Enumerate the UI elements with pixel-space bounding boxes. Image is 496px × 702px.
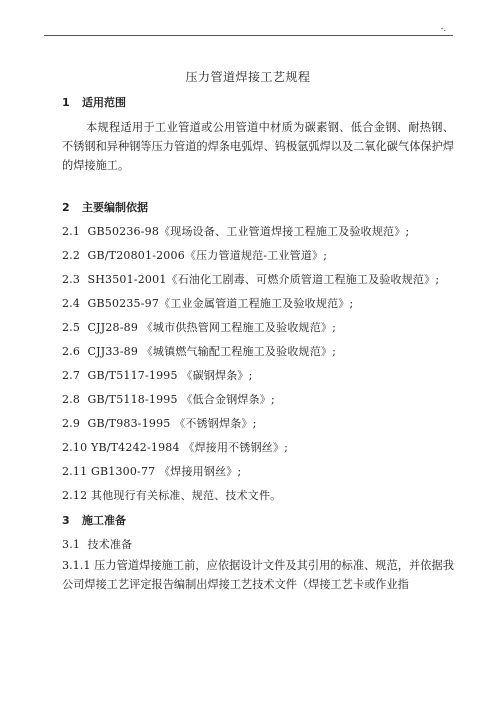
reference-item: 2.1 GB50236-98《现场设备、工业管道焊接工程施工及验收规范》; xyxy=(62,225,410,238)
reference-item: 2.11 GB1300-77 《焊接用钢丝》; xyxy=(62,465,242,478)
header-mark: -. xyxy=(440,24,446,33)
reference-item: 2.3 SH3501-2001《石油化工剧毒、可燃介质管道工程施工及验收规范》; xyxy=(62,273,440,286)
section-1-heading xyxy=(62,94,126,110)
section-title: 施工准备 xyxy=(82,514,126,527)
reference-item: 2.7 GB/T5117-1995 《碳钢焊条》; xyxy=(62,369,253,382)
reference-item: 2.5 CJJ28-89 《城市供热管网工程施工及验收规范》; xyxy=(62,321,337,334)
section-1-paragraph: 本规程适用于工业管道或公用管道中材质为碳素钢、低合金钢、耐热钢、不锈钢和异种钢等压力管道的焊条电弧焊、钨极氩弧焊以及二氧化碳气体保护焊的焊接施工。 xyxy=(62,121,454,172)
section-number: 3 xyxy=(62,514,70,527)
section-title: 主要编制依据 xyxy=(82,201,148,214)
section-number: 1 xyxy=(62,96,70,109)
section-title: 适用范围 xyxy=(82,96,126,109)
reference-item: 2.12 其他现行有关标准、规范、技术文件。 xyxy=(62,489,282,502)
subsection-heading: 3.1 技术准备 xyxy=(62,538,133,551)
reference-item: 2.8 GB/T5118-1995 《低合金钢焊条》; xyxy=(62,393,275,406)
section-3-paragraph: 3.1.1 压力管道焊接施工前，应依据设计文件及其引用的标准、规范，并依据我公司焊接工艺评定报告编制出焊接工艺技术文件（焊接工艺卡或作业指 xyxy=(62,559,454,591)
section-number: 2 xyxy=(62,201,70,214)
reference-item: 2.9 GB/T983-1995 《不锈钢焊条》; xyxy=(62,417,257,430)
section-2-heading xyxy=(62,199,148,215)
reference-item: 2.4 GB50235-97《工业金属管道工程施工及验收规范》; xyxy=(62,297,354,310)
header-rule xyxy=(44,35,453,36)
document-title: 压力管道焊接工艺规程 xyxy=(185,70,311,84)
reference-item: 2.10 YB/T4242-1984 《焊接用不锈钢丝》; xyxy=(62,441,289,454)
reference-item: 2.2 GB/T20801-2006《压力管道规范-工业管道》; xyxy=(62,249,328,262)
section-3-heading xyxy=(62,512,126,528)
reference-item: 2.6 CJJ33-89 《城镇燃气输配工程施工及验收规范》; xyxy=(62,345,337,358)
